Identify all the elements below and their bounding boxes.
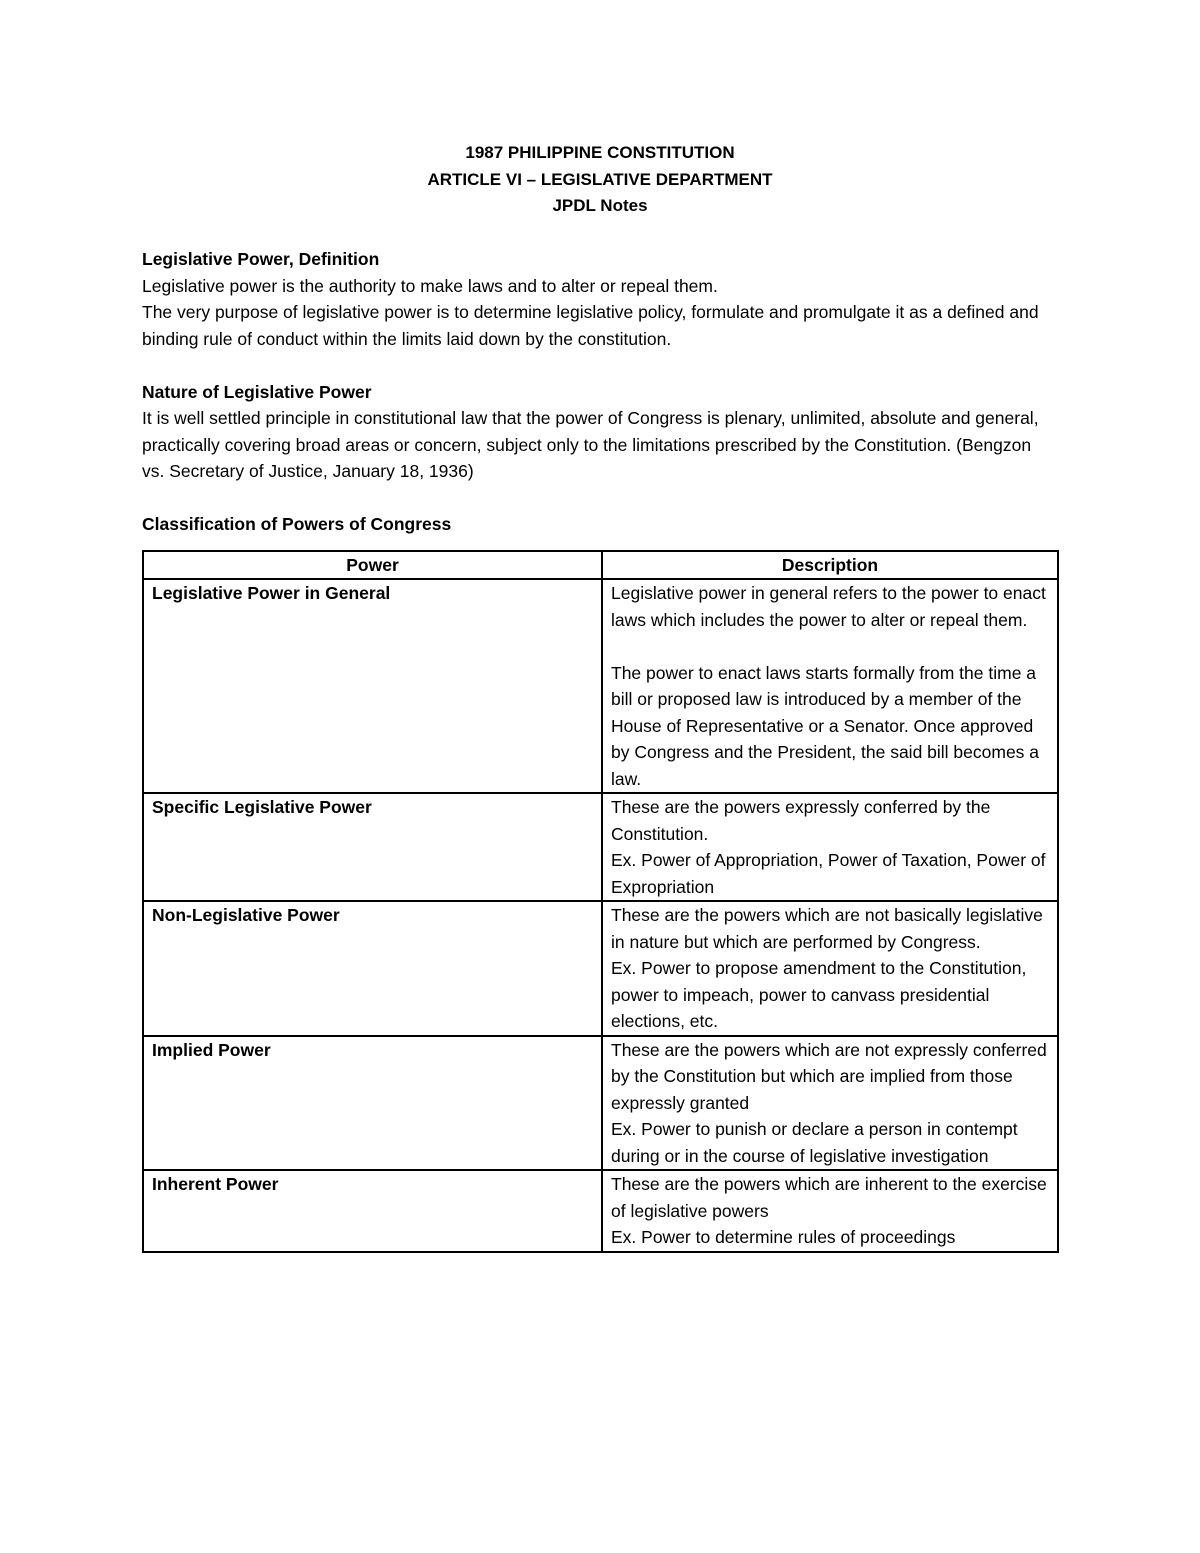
description-text: These are the powers expressly conferred by the Constitution. [611,797,991,844]
nature-section [142,379,1058,485]
description-example: Ex. Power to determine rules of proceedings [611,1227,956,1247]
column-header-description: Description [602,551,1058,580]
classification-heading: Classification of Powers of Congress [142,514,452,534]
power-name-cell: Inherent Power [143,1170,602,1252]
table-row [143,579,1058,793]
definition-section [142,246,1058,352]
spacer [142,220,1058,247]
power-name-cell: Implied Power [143,1036,602,1171]
column-header-power: Power [143,551,602,580]
power-name-cell: Specific Legislative Power [143,793,602,901]
nature-text: It is well settled principle in constitutional law that the power of Congress is plenary, unlimited, absolute and general, practically covering broad areas or concern, subject only to the limitations prescribed by the Constitution. (Bengzon vs. Secretary of Justice, January 18, 1936) [142,408,1039,481]
power-name-cell: Non-Legislative Power [143,901,602,1036]
definition-text-2: The very purpose of legislative power is to determine legislative policy, formulate and promulgate it as a defined and binding rule of conduct within the limits laid down by the constitution. [142,302,1039,349]
table-row [143,1170,1058,1252]
document-page [142,140,1058,1253]
power-description-cell [602,1170,1058,1252]
spacer [142,485,1058,512]
description-text: The power to enact laws starts formally from the time a bill or proposed law is introduced by a member of the House of Representative or a Senator. Once approved by Congress and the President, the said bill becomes a law. [611,662,1040,789]
power-description-cell [602,901,1058,1036]
power-description-cell [602,1036,1058,1171]
description-text: These are the powers which are not expressly conferred by the Constitution but which are implied from those expressly granted [611,1039,1047,1113]
table-row [143,793,1058,901]
document-title: 1987 PHILIPPINE CONSTITUTION [465,143,735,162]
description-text: These are the powers which are not basically legislative in nature but which are performed by Congress. [611,905,1043,952]
definition-heading: Legislative Power, Definition [142,249,380,269]
power-description-cell [602,579,1058,793]
powers-table [142,550,1059,1253]
table-row [143,1036,1058,1171]
description-text: Legislative power in general refers to the power to enact laws which includes the power to alter or repeal them. [611,583,1046,630]
nature-heading: Nature of Legislative Power [142,381,372,402]
table-header-row [143,551,1058,580]
document-subtitle: ARTICLE VI – LEGISLATIVE DEPARTMENT [427,169,773,189]
definition-text-1: Legislative power is the authority to make laws and to alter or repeal them. [142,275,718,296]
power-description-cell [602,793,1058,901]
power-name-cell: Legislative Power in General [143,579,602,793]
spacer [142,352,1058,379]
description-example: Ex. Power of Appropriation, Power of Taxation, Power of Expropriation [611,850,1046,897]
document-header [142,140,1058,220]
table-row [143,901,1058,1036]
classification-section [142,511,1058,538]
description-example: Ex. Power to propose amendment to the Constitution, power to impeach, power to canvass presidential elections, etc. [611,958,1027,1031]
description-example: Ex. Power to punish or declare a person in contempt during or in the course of legislative investigation [611,1119,1018,1166]
paragraph-gap [611,633,1049,660]
document-notes-label: JPDL Notes [552,196,648,215]
description-text: These are the powers which are inherent to the exercise of legislative powers [611,1174,1047,1221]
